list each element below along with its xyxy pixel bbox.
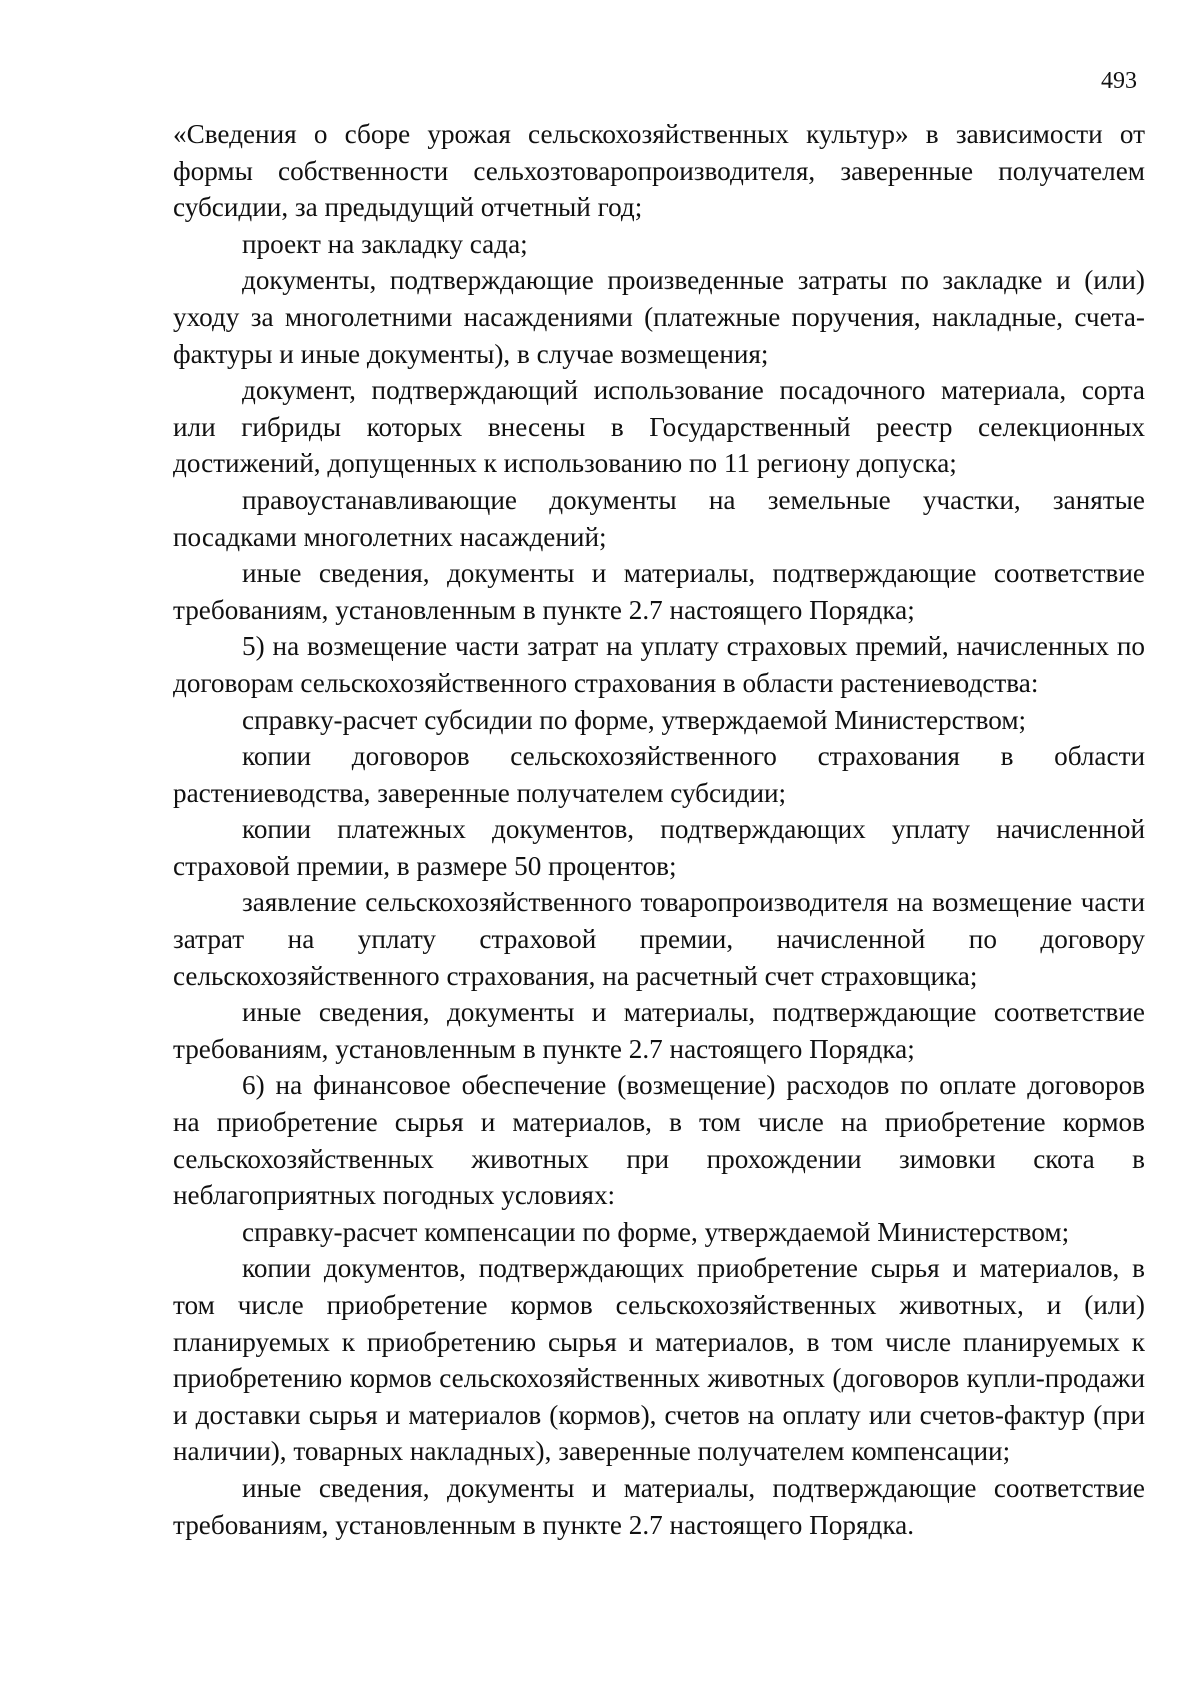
paragraph: иные сведения, документы и материалы, подтверждающие соответствие требованиям, установленным в пункте 2.7 настоящего Порядка; xyxy=(173,997,1145,1064)
paragraph: проект на закладку сада; xyxy=(242,228,528,259)
paragraph: правоустанавливающие документы на земельные участки, занятые посадками многолетних насаждений; xyxy=(173,484,1145,552)
paragraph: «Сведения о сборе урожая сельскохозяйственных культур» в зависимости от формы собственности сельхозтоваропроизводителя, заверенные получателем субсидии, за предыдущий отчетный год; xyxy=(173,119,1145,223)
paragraph: копии платежных документов, подтверждающих уплату начисленной страховой премии, в размере 50 процентов; xyxy=(173,814,1145,881)
paragraph: документы, подтверждающие произведенные затраты по закладке и (или) уходу за многолетними насаждениями (платежные поручения, накладные, счета-фактуры и иные документы), в случае возмещения; xyxy=(173,265,1145,369)
paragraph: копии договоров сельскохозяйственного страхования в области растениеводства, заверенные получателем субсидии; xyxy=(173,741,1145,808)
paragraph: документ, подтверждающий использование посадочного материала, сорта или гибриды которых внесены в Государственный реестр селекционных достижений, допущенных к использованию по 11 региону допуска; xyxy=(173,375,1145,479)
paragraph: копии документов, подтверждающих приобретение сырья и материалов, в том числе приобретение кормов сельскохозяйственных животных, и (или) планируемых к приобретению сырья и материалов, в том числе планируемых к приобретению кормов сельскохозяйственных животных (договоров купли-продажи и доставки сырья и материалов (кормов), счетов на оплату или счетов-фактур (при наличии), товарных накладных), заверенные получателем компенсации; xyxy=(173,1253,1145,1467)
paragraph: 5) на возмещение части затрат на уплату страховых премий, начисленных по договорам сельскохозяйственного страхования в области растениеводства: xyxy=(173,631,1145,698)
document-body xyxy=(173,116,1145,1543)
paragraph: справку-расчет субсидии по форме, утверждаемой Министерством; xyxy=(242,704,1027,735)
paragraph: иные сведения, документы и материалы, подтверждающие соответствие требованиям, установленным в пункте 2.7 настоящего Порядка. xyxy=(173,1472,1145,1540)
page-number: 493 xyxy=(1101,68,1137,94)
paragraph: справку-расчет компенсации по форме, утверждаемой Министерством; xyxy=(242,1216,1070,1247)
paragraph: иные сведения, документы и материалы, подтверждающие соответствие требованиям, установленным в пункте 2.7 настоящего Порядка; xyxy=(173,558,1145,625)
paragraph: заявление сельскохозяйственного товаропроизводителя на возмещение части затрат на уплату страховой премии, начисленной по договору сельскохозяйственного страхования, на расчетный счет страховщика; xyxy=(173,887,1145,991)
paragraph: 6) на финансовое обеспечение (возмещение) расходов по оплате договоров на приобретение сырья и материалов, в том числе на приобретение кормов сельскохозяйственных животных при прохождении зимовки скота в неблагоприятных погодных условиях: xyxy=(173,1070,1145,1211)
